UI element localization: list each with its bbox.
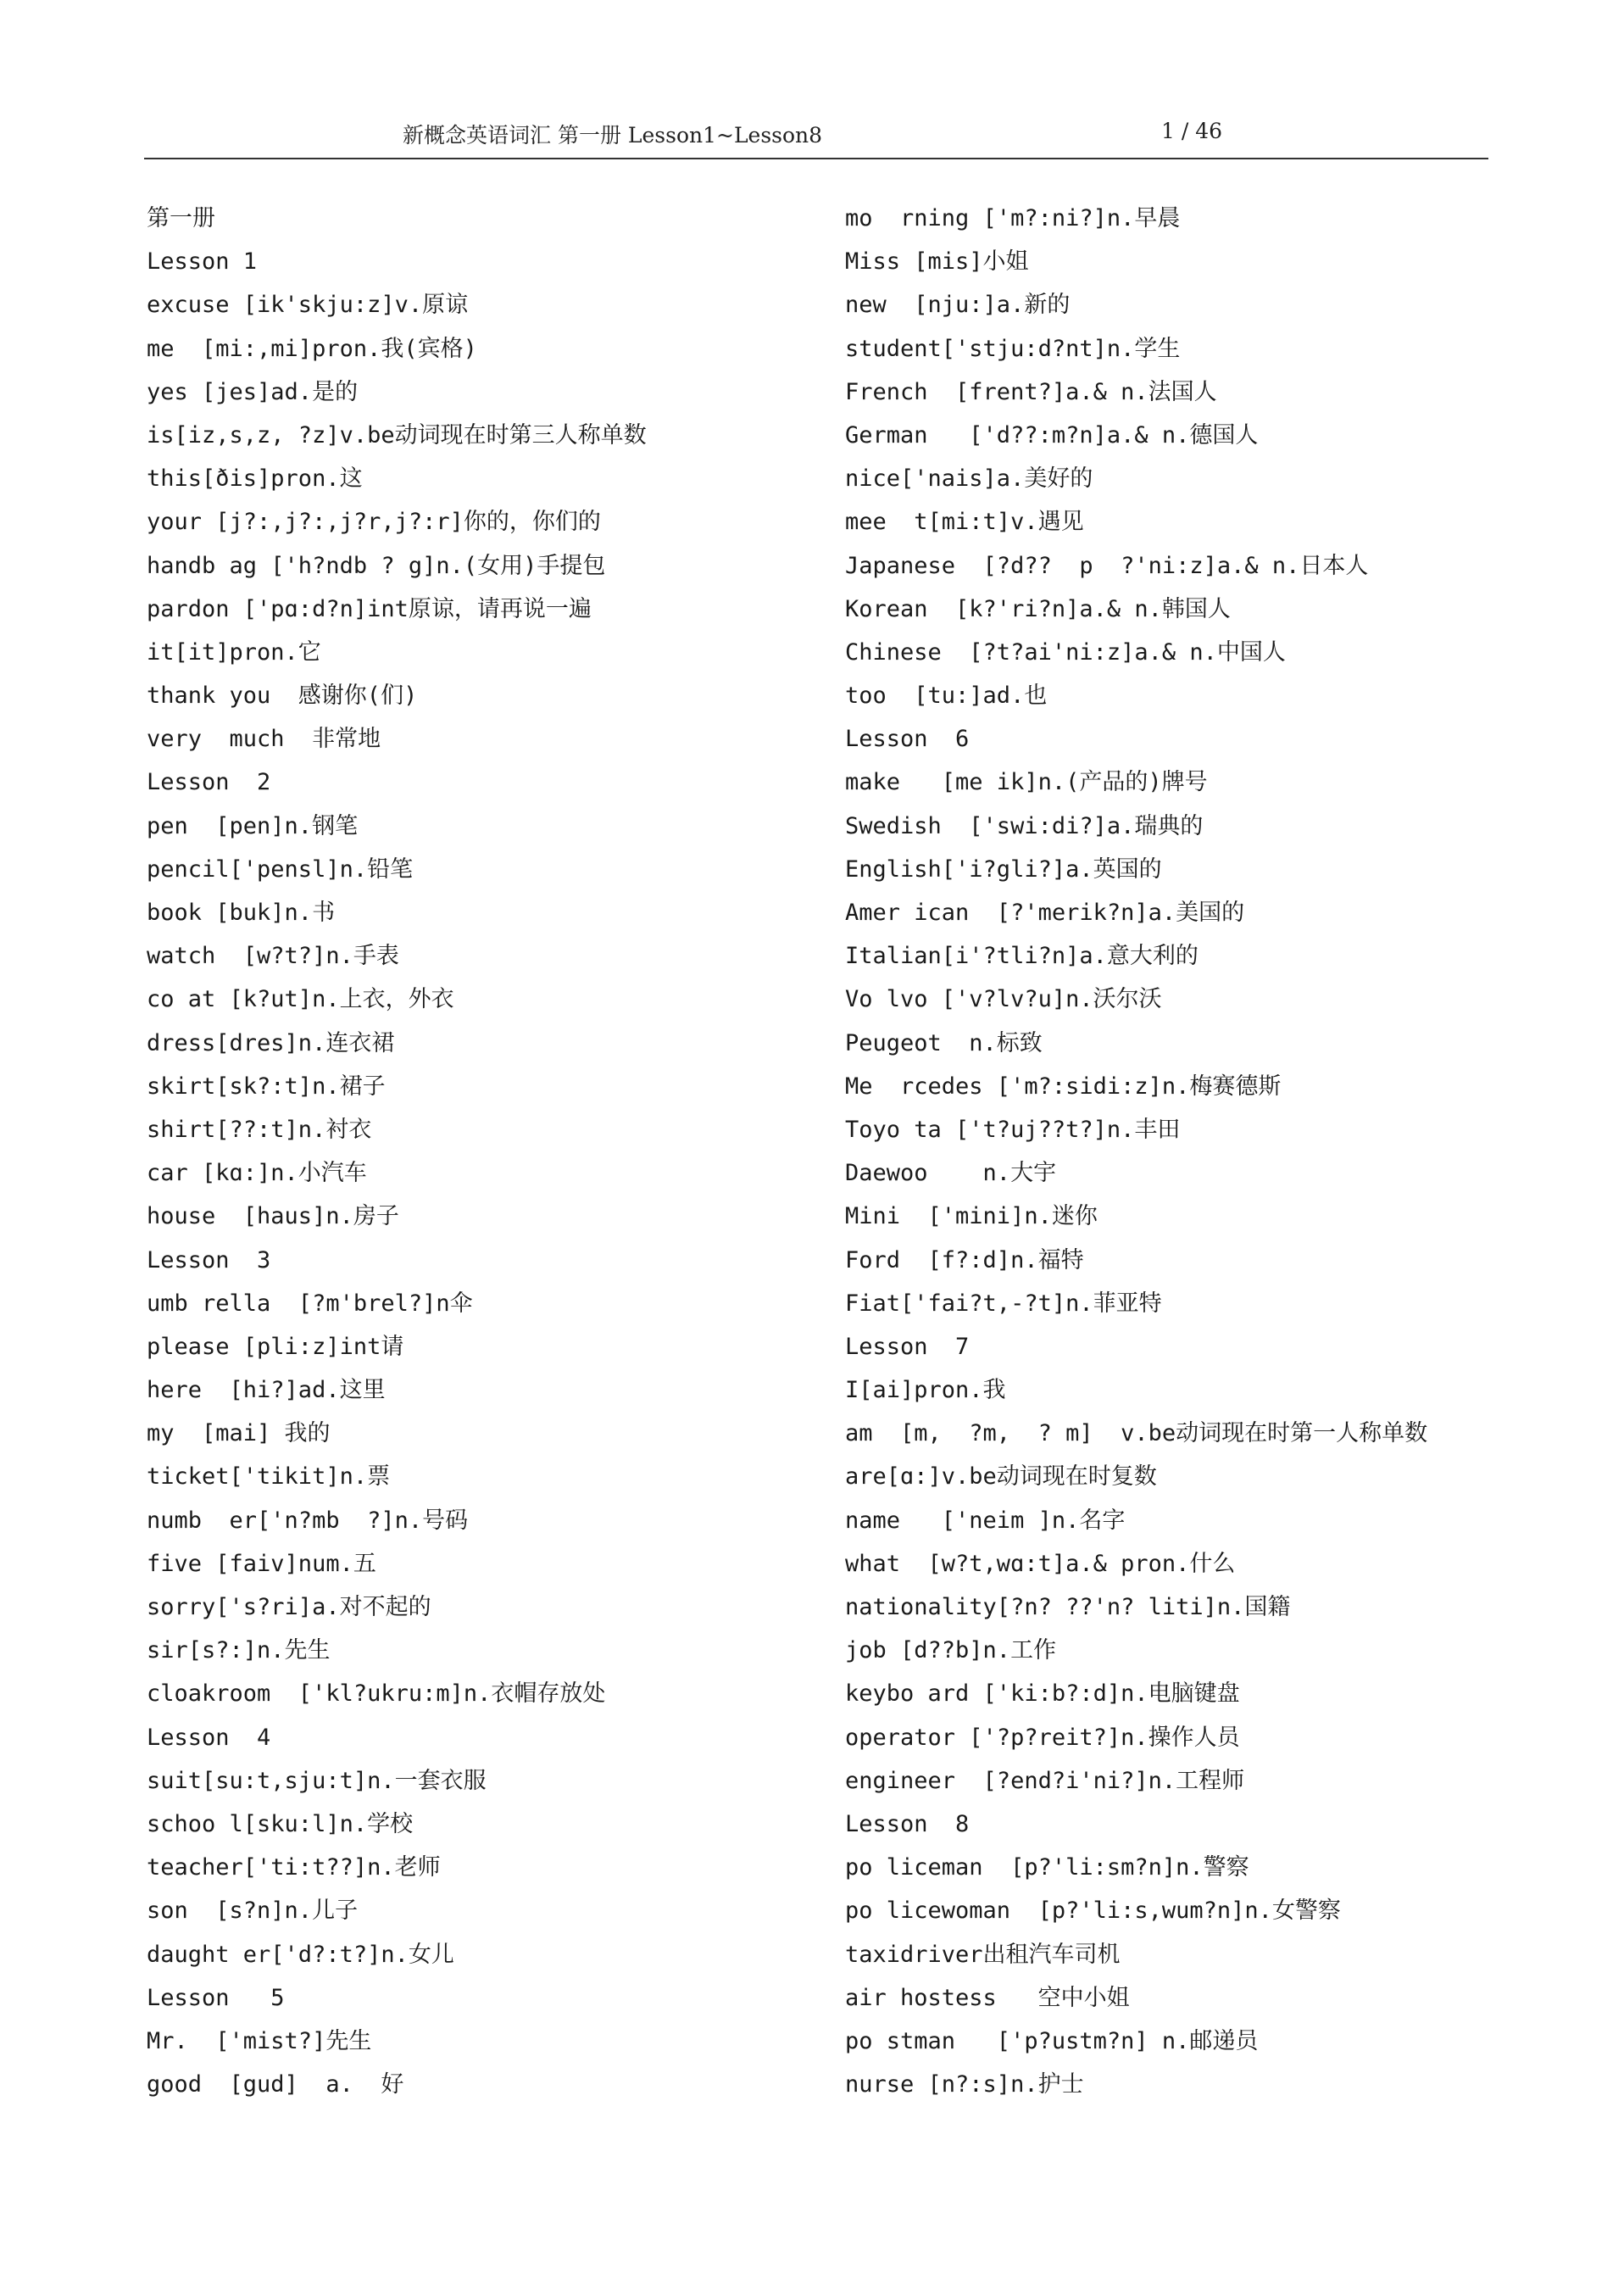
- vocab-line: what [w?t,wɑ:t]a.& pron.什么: [845, 1550, 1236, 1577]
- vocab-line: po stman ['p?ustm?n] n.邮递员: [845, 2027, 1259, 2054]
- vocab-line: Swedish ['swi:di?]a.瑞典的: [845, 812, 1204, 839]
- vocab-line: Daewoo n.大宇: [845, 1160, 1057, 1187]
- vocab-line: nice['nais]a.美好的: [845, 465, 1093, 493]
- right-column: [845, 197, 1523, 2106]
- vocab-line: Miss [mis]小姐: [845, 248, 1029, 276]
- vocab-line: job [d??b]n.工作: [845, 1637, 1057, 1664]
- vocab-line: please [pli:z]int请: [147, 1333, 404, 1360]
- vocab-line: Lesson 6: [845, 726, 970, 753]
- document-title: 新概念英语词汇 第一册 Lesson1~Lesson8: [403, 123, 823, 148]
- vocab-line: Chinese [?t?ai'ni:z]a.& n.中国人: [845, 638, 1286, 666]
- vocab-line: five [faiv]num.五: [147, 1550, 376, 1577]
- vocab-line: Italian[i'?tli?n]a.意大利的: [845, 943, 1199, 970]
- vocab-line: are[ɑ:]v.be动词现在时复数: [845, 1463, 1157, 1491]
- vocab-line: Peugeot n.标致: [845, 1029, 1043, 1056]
- vocab-line: yes [jes]ad.是的: [147, 378, 359, 405]
- vocab-line: Lesson 8: [845, 1810, 970, 1837]
- vocab-line: operator ['?p?reit?]n.操作人员: [845, 1724, 1240, 1751]
- vocab-line: watch [w?t?]n.手表: [147, 943, 399, 970]
- vocab-line: me [mi:,mi]pron.我(宾格): [147, 335, 477, 362]
- vocab-line: engineer [?end?i'ni?]n.工程师: [845, 1767, 1245, 1794]
- vocab-line: make [me ik]n.(产品的)牌号: [845, 769, 1208, 796]
- vocab-line: Vo lvo ['v?lv?u]n.沃尔沃: [845, 986, 1162, 1013]
- vocab-line: air hostess 空中小姐: [845, 1984, 1130, 2011]
- vocab-line: Ford [f?:d]n.福特: [845, 1246, 1084, 1273]
- vocab-line: Lesson 1: [147, 248, 258, 276]
- vocab-line: here [hi?]ad.这里: [147, 1377, 386, 1404]
- vocab-line: it[it]pron.它: [147, 638, 321, 666]
- vocab-line: sir[s?:]n.先生: [147, 1637, 331, 1664]
- vocab-line: student['stju:d?nt]n.学生: [845, 335, 1181, 362]
- vocab-line: car [kɑ:]n.小汽车: [147, 1160, 367, 1187]
- page-number: 1 / 46: [1161, 119, 1223, 143]
- vocab-line: very much 非常地: [147, 726, 381, 753]
- vocab-line: excuse [ik'skju:z]v.原谅: [147, 292, 469, 319]
- vocab-line: pencil['pensl]n.铅笔: [147, 855, 414, 883]
- vocab-line: numb er['n?mb ?]n.号码: [147, 1507, 469, 1534]
- vocab-line: mee t[mi:t]v.遇见: [845, 509, 1084, 536]
- vocab-line: thank you 感谢你(们): [147, 683, 418, 710]
- vocab-line: Amer ican [?'merik?n]a.美国的: [845, 900, 1245, 926]
- vocab-line: Lesson 2: [147, 769, 271, 796]
- vocab-line: this[ðis]pron.这: [147, 465, 363, 493]
- header-rule: [144, 158, 1488, 159]
- vocab-line: teacher['ti:t??]n.老师: [147, 1854, 441, 1881]
- vocab-line: Lesson 4: [147, 1724, 271, 1751]
- page-header: [144, 119, 1488, 158]
- vocab-line: shirt[??:t]n.衬衣: [147, 1116, 372, 1143]
- vocab-line: new [nju:]a.新的: [845, 292, 1071, 319]
- vocab-line: house [haus]n.房子: [147, 1203, 399, 1230]
- vocab-line: taxidriver出租汽车司机: [845, 1941, 1121, 1968]
- vocab-line: pen [pen]n.钢笔: [147, 812, 359, 839]
- vocab-line: Lesson 3: [147, 1246, 271, 1273]
- vocab-line: son [s?n]n.儿子: [147, 1898, 359, 1925]
- vocab-line: Mini ['mini]n.迷你: [845, 1203, 1098, 1230]
- vocab-line: name ['neim ]n.名字: [845, 1507, 1126, 1534]
- vocab-line: Mr. ['mist?]先生: [147, 2027, 372, 2054]
- vocab-line: handb ag ['h?ndb ? g]n.(女用)手提包: [147, 552, 606, 579]
- vocab-line: mo rning ['m?:ni?]n.早晨: [845, 205, 1181, 231]
- vocab-line: I[ai]pron.我: [845, 1377, 1006, 1404]
- vocab-line: 第一册: [147, 205, 215, 231]
- vocab-line: ticket['tikit]n.票: [147, 1463, 391, 1491]
- vocab-line: suit[su:t,sju:t]n.一套衣服: [147, 1767, 487, 1794]
- vocab-line: umb rella [?m'brel?]n伞: [147, 1290, 473, 1317]
- vocab-line: pardon ['pɑ:d?n]int原谅，请再说一遍: [147, 595, 592, 622]
- vocab-line: nurse [n?:s]n.护士: [845, 2071, 1084, 2098]
- vocab-line: dress[dres]n.连衣裙: [147, 1029, 395, 1056]
- vocab-line: Toyo ta ['t?uj??t?]n.丰田: [845, 1116, 1181, 1143]
- vocab-line: Japanese [?d?? p ?'ni:z]a.& n.日本人: [845, 552, 1369, 579]
- vocab-line: daught er['d?:t?]n.女儿: [147, 1941, 454, 1968]
- vocab-line: sorry['s?ri]a.对不起的: [147, 1594, 431, 1620]
- vocab-line: skirt[sk?:t]n.裙子: [147, 1073, 386, 1100]
- vocab-line: Lesson 5: [147, 1984, 285, 2011]
- vocab-line: po liceman [p?'li:sm?n]n.警察: [845, 1854, 1249, 1881]
- vocab-line: schoo l[sku:l]n.学校: [147, 1810, 414, 1837]
- vocab-line: is[iz,s,z, ?z]v.be动词现在时第三人称单数: [147, 421, 647, 449]
- vocab-line: book [buk]n.书: [147, 900, 336, 926]
- vocab-line: my [mai] 我的: [147, 1420, 331, 1447]
- vocab-line: nationality[?n? ??'n? liti]n.国籍: [845, 1594, 1291, 1620]
- vocab-line: cloakroom ['kl?ukru:m]n.衣帽存放处: [147, 1680, 606, 1708]
- vocab-line: your [j?:,j?:,j?r,j?:r]你的，你们的: [147, 509, 601, 536]
- vocab-line: am [m, ?m, ? m] v.be动词现在时第一人称单数: [845, 1420, 1428, 1447]
- vocab-line: po licewoman [p?'li:s,wum?n]n.女警察: [845, 1898, 1341, 1925]
- vocab-line: Fiat['fai?t,-?t]n.菲亚特: [845, 1290, 1162, 1317]
- vocab-line: good [gud] a. 好: [147, 2071, 404, 2098]
- vocab-line: Korean [k?'ri?n]a.& n.韩国人: [845, 595, 1231, 622]
- vocab-line: Lesson 7: [845, 1333, 970, 1360]
- vocab-line: English['i?gli?]a.英国的: [845, 855, 1162, 883]
- vocab-line: keybo ard ['ki:b?:d]n.电脑键盘: [845, 1680, 1240, 1708]
- vocab-line: Me rcedes ['m?:sidi:z]n.梅赛德斯: [845, 1073, 1282, 1100]
- vocab-line: too [tu:]ad.也: [845, 683, 1048, 710]
- left-column: [147, 197, 825, 2106]
- vocab-line: German ['d??:m?n]a.& n.德国人: [845, 421, 1259, 449]
- vocab-line: French [frent?]a.& n.法国人: [845, 378, 1217, 405]
- vocab-line: co at [k?ut]n.上衣，外衣: [147, 986, 454, 1013]
